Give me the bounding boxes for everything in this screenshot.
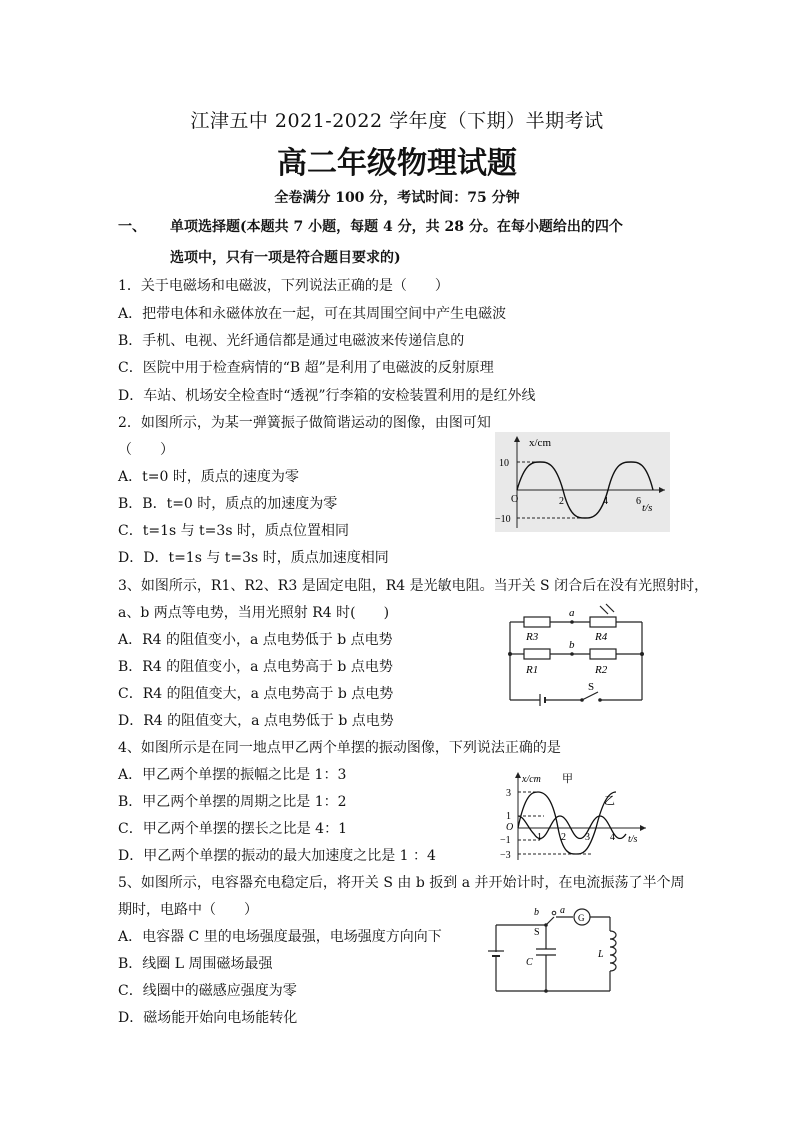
- q5-option-d: D．磁场能开始向电场能转化: [118, 1010, 298, 1026]
- q4-stem: 4、如图所示是在同一地点甲乙两个单摆的振动图像，下列说法正确的是: [118, 740, 561, 756]
- q2-option-d: D．D．t=1s 与 t=3s 时，质点加速度相同: [118, 550, 389, 566]
- q4-label-jia: 甲: [562, 773, 573, 785]
- q3-label-r2: R2: [595, 664, 608, 676]
- q3-label-r4: R4: [595, 631, 608, 643]
- q3-switch-s: [582, 692, 598, 700]
- q3-bridge-circuit: [500, 602, 660, 712]
- q2-graph-background: [495, 432, 670, 532]
- q3-stem: 3、如图所示，R1、R2、R3 是固定电阻，R4 是光敏电阻。当开关 S 闭合后在没有光照射时，: [118, 578, 709, 594]
- q4-xtick-3: 3: [585, 832, 590, 843]
- q3-label-r1: R1: [526, 664, 539, 676]
- q4-ytick-neg3: −3: [500, 850, 511, 861]
- q2-xtick-6: 6: [636, 496, 641, 507]
- score-time-line: 全卷满分 100 分，考试时间：75 分钟: [274, 190, 520, 206]
- q4-ytick-1: 1: [506, 811, 511, 822]
- q2-option-a: A．t=0 时，质点的速度为零: [118, 469, 299, 485]
- q1-option-d: D．车站、机场安全检查时“透视”行李箱的安检装置利用的是红外线: [118, 388, 536, 404]
- q4-label-yi: 乙: [604, 795, 615, 807]
- q5-circuit-svg: [488, 903, 628, 995]
- q2-xtick-4: 4: [603, 496, 608, 507]
- q4-xlabel: t/s: [628, 834, 638, 845]
- q3-resistor-r1: [524, 649, 550, 659]
- q4-graph-svg: [500, 770, 650, 862]
- q1-option-b: B．手机、电视、光纤通信都是通过电磁波来传递信息的: [118, 333, 465, 349]
- school-exam-line: 江津五中 2021-2022 学年度（下期）半期考试: [190, 110, 604, 132]
- q3-label-r3: R3: [526, 631, 539, 643]
- q3-resistor-r4: [590, 617, 616, 627]
- q2-ytick-10: 10: [499, 458, 509, 469]
- q2-option-b: B．B．t=0 时，质点的加速度为零: [118, 496, 338, 512]
- q4-xtick-1: 1: [537, 832, 542, 843]
- q4-xtick-4: 4: [610, 832, 615, 843]
- q4-pendulum-graph: [500, 770, 650, 862]
- q3-stem-line2: a、b 两点等电势，当用光照射 R4 时( ): [118, 605, 390, 621]
- q3-label-a: a: [569, 607, 575, 619]
- q3-option-a: A．R4 的阻值变小，a 点电势低于 b 点电势: [118, 632, 393, 648]
- q5-option-b: B．线圈 L 周围磁场最强: [118, 956, 273, 972]
- q4-option-c: C．甲乙两个单摆的摆长之比是 4：1: [118, 821, 347, 837]
- q5-option-a: A．电容器 C 里的电场强度最强，电场强度方向向下: [118, 929, 442, 945]
- q3-option-d: D．R4 的阻值变大，a 点电势低于 b 点电势: [118, 713, 394, 729]
- q2-xtick-origin: O: [511, 494, 519, 505]
- q2-option-c: C．t=1s 与 t=3s 时，质点位置相同: [118, 523, 349, 539]
- q3-label-s: S: [588, 681, 595, 693]
- q2-oscillation-graph: [495, 432, 670, 532]
- q3-option-c: C．R4 的阻值变大，a 点电势高于 b 点电势: [118, 686, 394, 702]
- q3-resistor-r2: [590, 649, 616, 659]
- q2-ylabel: x/cm: [529, 437, 551, 449]
- q2-ytick-neg10: −10: [495, 514, 511, 525]
- q5-label-a: a: [560, 905, 565, 916]
- exam-title: 高二年级物理试题: [277, 146, 517, 181]
- q2-xtick-2: 2: [559, 496, 564, 507]
- q2-stem: 2．如图所示，为某一弹簧振子做简谐运动的图像，由图可知: [118, 415, 491, 431]
- q5-label-b: b: [534, 907, 539, 918]
- q4-option-b: B．甲乙两个单摆的周期之比是 1：2: [118, 794, 347, 810]
- q4-ytick-neg1: −1: [500, 835, 511, 846]
- q2-graph-svg: [495, 432, 670, 532]
- q1-stem: 1．关于电磁场和电磁波，下列说法正确的是（ ）: [118, 278, 449, 294]
- q3-resistor-r3: [524, 617, 550, 627]
- q5-inductor-l: [610, 931, 616, 971]
- q4-ytick-origin: O: [506, 822, 514, 833]
- q4-ylabel: x/cm: [522, 774, 541, 785]
- q1-option-c: C．医院中用于检查病情的“B 超”是利用了电磁波的反射原理: [118, 360, 494, 376]
- q4-ytick-3: 3: [506, 788, 511, 799]
- section-heading-line1: 单项选择题(本题共 7 小题，每题 4 分，共 28 分。在每小题给出的四个: [170, 219, 623, 235]
- q2-stem-paren: （ ）: [118, 442, 174, 458]
- q3-circuit-svg: [500, 602, 660, 712]
- q5-label-l: L: [598, 949, 604, 960]
- q4-option-d: D．甲乙两个单摆的振动的最大加速度之比是 1 ：4: [118, 848, 436, 864]
- q5-label-s: S: [534, 927, 540, 938]
- q1-option-a: A．把带电体和永磁体放在一起，可在其周围空间中产生电磁波: [118, 306, 507, 322]
- q5-stem-line2: 期时，电路中（ ）: [118, 902, 258, 918]
- q5-option-c: C．线圈中的磁感应强度为零: [118, 983, 297, 999]
- q4-option-a: A．甲乙两个单摆的振幅之比是 1：3: [118, 767, 347, 783]
- section-number: 一、: [118, 219, 146, 235]
- q5-stem: 5、如图所示，电容器充电稳定后，将开关 S 由 b 扳到 a 并开始计时，在电流振荡了半个周: [118, 875, 685, 891]
- q3-option-b: B．R4 的阻值变小，a 点电势高于 b 点电势: [118, 659, 393, 675]
- q5-lc-circuit: [488, 903, 628, 995]
- q5-label-g: G: [578, 913, 585, 923]
- q3-label-b: b: [569, 639, 575, 651]
- q4-curve-jia: [518, 792, 616, 854]
- q4-xtick-2: 2: [561, 832, 566, 843]
- q5-label-c: C: [526, 957, 533, 968]
- section-heading-line2: 选项中，只有一项是符合题目要求的): [170, 250, 401, 266]
- q2-xlabel: t/s: [642, 502, 653, 514]
